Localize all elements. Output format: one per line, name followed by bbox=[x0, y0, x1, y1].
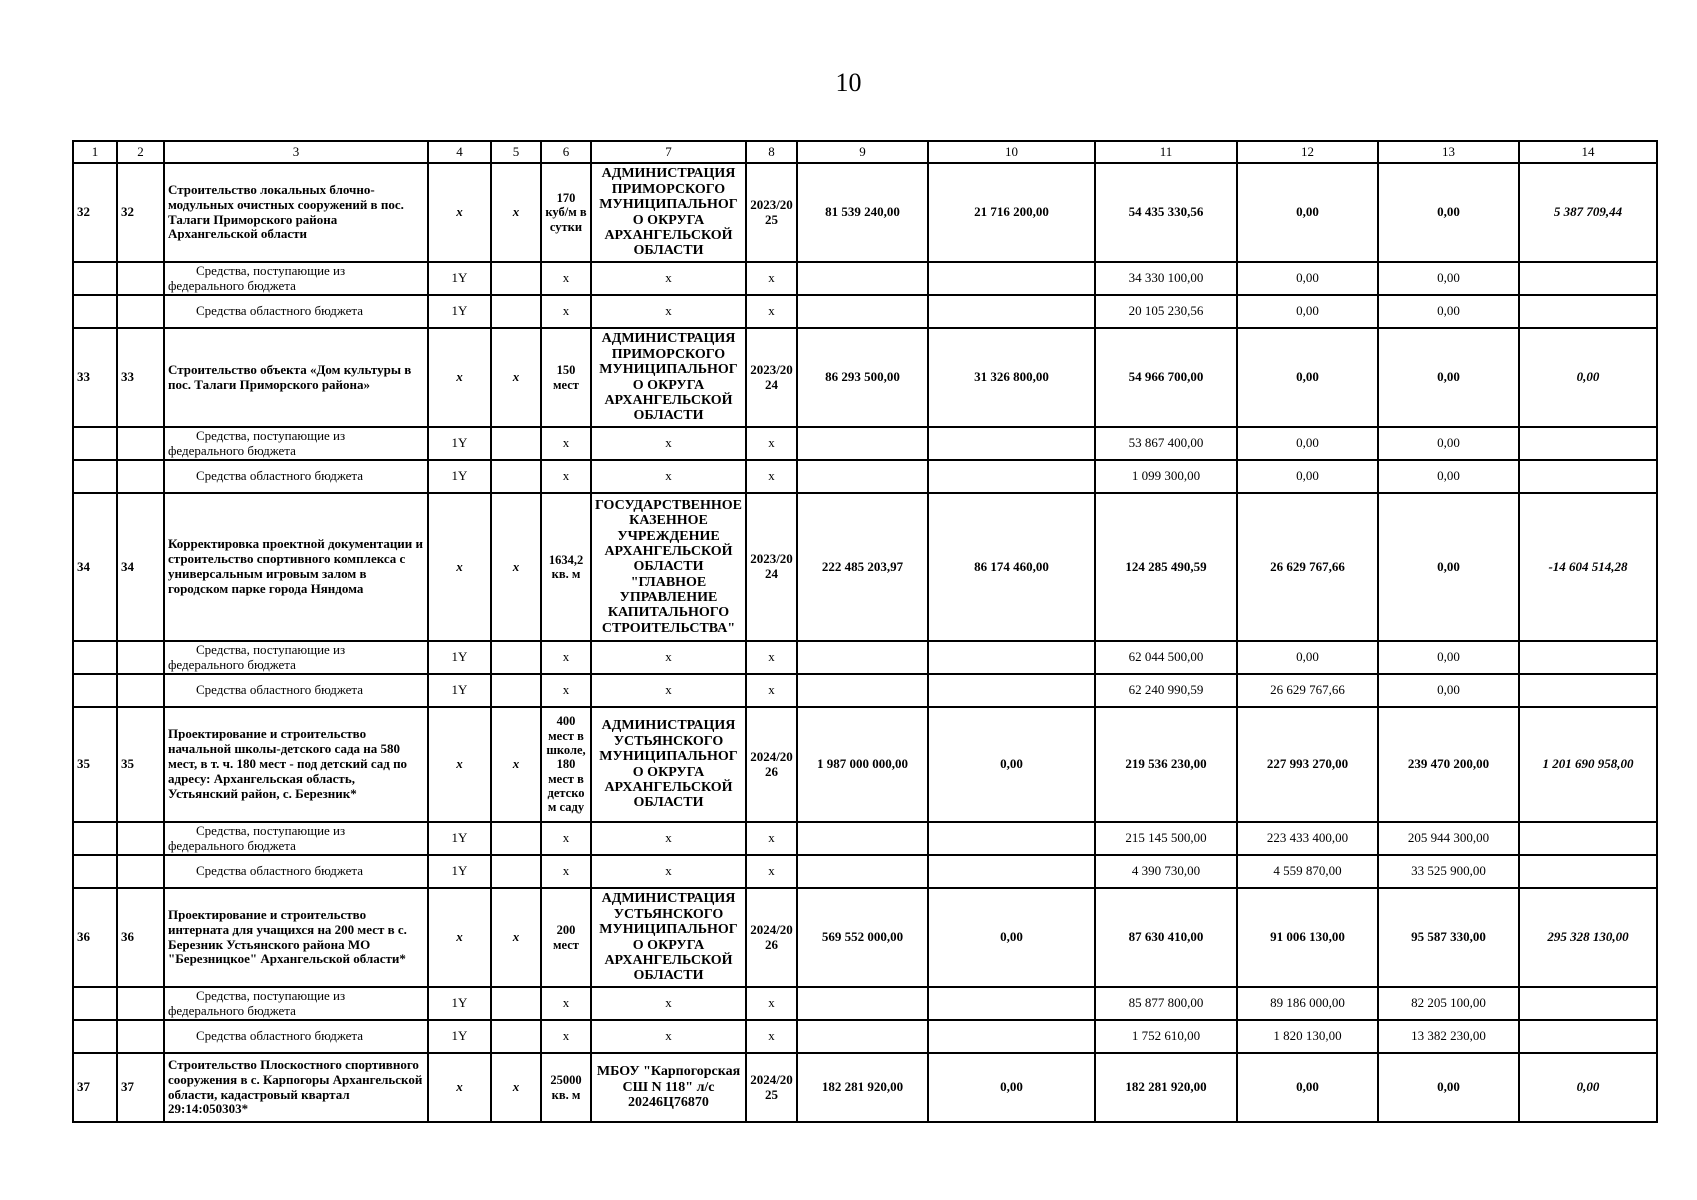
funding-row-regional bbox=[73, 295, 1657, 328]
cell-c8: x bbox=[746, 674, 797, 707]
cell-c12: 0,00 bbox=[1237, 328, 1378, 427]
project-row bbox=[73, 707, 1657, 822]
cell-c4: x bbox=[428, 163, 491, 262]
project-name: Проектирование и строительство интерната для учащихся на 200 мест в с. Березник Устьянского района МО "Березницкое" Архангельской области* bbox=[164, 888, 428, 987]
cell-c4: 1Y bbox=[428, 641, 491, 674]
project-organization: ГОСУДАРСТВЕННОЕ КАЗЕННОЕ УЧРЕЖДЕНИЕ АРХАНГЕЛЬСКОЙ ОБЛАСТИ "ГЛАВНОЕ УПРАВЛЕНИЕ КАПИТАЛЬНОГО СТРОИТЕЛЬСТВА" bbox=[591, 493, 746, 641]
col-header-2: 2 bbox=[117, 141, 164, 163]
cell-c4: x bbox=[428, 707, 491, 822]
cell-c4: 1Y bbox=[428, 822, 491, 855]
cell-c12: 0,00 bbox=[1237, 163, 1378, 262]
project-row bbox=[73, 888, 1657, 987]
cell-c12: 0,00 bbox=[1237, 1053, 1378, 1122]
cell-c11: 219 536 230,00 bbox=[1095, 707, 1237, 822]
col-header-11: 11 bbox=[1095, 141, 1237, 163]
cell-c4: 1Y bbox=[428, 460, 491, 493]
cell-c14: 5 387 709,44 bbox=[1519, 163, 1657, 262]
cell-c10: 0,00 bbox=[928, 888, 1095, 987]
project-capacity: 1634,2 кв. м bbox=[541, 493, 591, 641]
cell-c12: 0,00 bbox=[1237, 460, 1378, 493]
project-name: Строительство объекта «Дом культуры в пос. Талаги Приморского района» bbox=[164, 328, 428, 427]
project-row bbox=[73, 328, 1657, 427]
row-number: 32 bbox=[73, 163, 117, 262]
project-row bbox=[73, 493, 1657, 641]
page-number: 10 bbox=[835, 68, 862, 97]
total-cost: 1 987 000 000,00 bbox=[797, 707, 928, 822]
cell-c13: 0,00 bbox=[1378, 493, 1519, 641]
cell-c11: 215 145 500,00 bbox=[1095, 822, 1237, 855]
project-period: 2023/2024 bbox=[746, 328, 797, 427]
cell-c13: 0,00 bbox=[1378, 295, 1519, 328]
cell-c13: 205 944 300,00 bbox=[1378, 822, 1519, 855]
cell-c8: x bbox=[746, 295, 797, 328]
cell-c12: 223 433 400,00 bbox=[1237, 822, 1378, 855]
cell-c12: 0,00 bbox=[1237, 641, 1378, 674]
total-cost: 86 293 500,00 bbox=[797, 328, 928, 427]
row-number-2: 36 bbox=[117, 888, 164, 987]
row-number-2: 35 bbox=[117, 707, 164, 822]
col-header-8: 8 bbox=[746, 141, 797, 163]
cell-c4: 1Y bbox=[428, 262, 491, 295]
cell-c6: x bbox=[541, 1020, 591, 1053]
col-header-12: 12 bbox=[1237, 141, 1378, 163]
cell-c12: 4 559 870,00 bbox=[1237, 855, 1378, 888]
cell-c11: 54 966 700,00 bbox=[1095, 328, 1237, 427]
cell-c11: 62 240 990,59 bbox=[1095, 674, 1237, 707]
cell-c13: 95 587 330,00 bbox=[1378, 888, 1519, 987]
cell-c8: x bbox=[746, 987, 797, 1020]
cell-c7: x bbox=[591, 1020, 746, 1053]
cell-c11: 87 630 410,00 bbox=[1095, 888, 1237, 987]
cell-c7: x bbox=[591, 987, 746, 1020]
cell-c10: 86 174 460,00 bbox=[928, 493, 1095, 641]
cell-c5: x bbox=[491, 707, 541, 822]
cell-c14: 1 201 690 958,00 bbox=[1519, 707, 1657, 822]
cell-c11: 182 281 920,00 bbox=[1095, 1053, 1237, 1122]
cell-c4: 1Y bbox=[428, 1020, 491, 1053]
cell-c13: 0,00 bbox=[1378, 427, 1519, 460]
cell-c13: 0,00 bbox=[1378, 262, 1519, 295]
row-number-2: 34 bbox=[117, 493, 164, 641]
cell-c11: 34 330 100,00 bbox=[1095, 262, 1237, 295]
project-capacity: 170 куб/м в сутки bbox=[541, 163, 591, 262]
cell-c12: 0,00 bbox=[1237, 427, 1378, 460]
cell-c8: x bbox=[746, 822, 797, 855]
funding-label: Средства, поступающие из федерального бюджета bbox=[164, 987, 428, 1020]
cell-c7: x bbox=[591, 427, 746, 460]
column-number-header bbox=[73, 141, 1657, 163]
col-header-5: 5 bbox=[491, 141, 541, 163]
project-period: 2024/2026 bbox=[746, 707, 797, 822]
cell-c6: x bbox=[541, 262, 591, 295]
cell-c12: 91 006 130,00 bbox=[1237, 888, 1378, 987]
cell-c4: x bbox=[428, 888, 491, 987]
cell-c5: x bbox=[491, 163, 541, 262]
funding-label: Средства, поступающие из федерального бюджета bbox=[164, 822, 428, 855]
project-name: Проектирование и строительство начальной школы-детского сада на 580 мест, в т. ч. 180 мест - под детский сад по адресу: Архангельская область, Устьянский район, с. Березник* bbox=[164, 707, 428, 822]
row-number: 37 bbox=[73, 1053, 117, 1122]
cell-c4: 1Y bbox=[428, 987, 491, 1020]
project-capacity: 150 мест bbox=[541, 328, 591, 427]
cell-c12: 0,00 bbox=[1237, 295, 1378, 328]
row-number: 35 bbox=[73, 707, 117, 822]
funding-row-regional bbox=[73, 460, 1657, 493]
total-cost: 182 281 920,00 bbox=[797, 1053, 928, 1122]
cell-c12: 227 993 270,00 bbox=[1237, 707, 1378, 822]
cell-c11: 124 285 490,59 bbox=[1095, 493, 1237, 641]
funding-row-federal bbox=[73, 822, 1657, 855]
cell-c8: x bbox=[746, 641, 797, 674]
project-name: Строительство локальных блочно-модульных очистных сооружений в пос. Талаги Приморского района Архангельской области bbox=[164, 163, 428, 262]
col-header-4: 4 bbox=[428, 141, 491, 163]
funding-label: Средства, поступающие из федерального бюджета bbox=[164, 427, 428, 460]
funding-label: Средства, поступающие из федерального бюджета bbox=[164, 641, 428, 674]
row-number-2: 32 bbox=[117, 163, 164, 262]
cell-c13: 82 205 100,00 bbox=[1378, 987, 1519, 1020]
cell-c7: x bbox=[591, 855, 746, 888]
project-name: Строительство Плоскостного спортивного сооружения в с. Карпогоры Архангельской области, кадастровый квартал 29:14:050303* bbox=[164, 1053, 428, 1122]
project-capacity: 25000 кв. м bbox=[541, 1053, 591, 1122]
cell-c11: 85 877 800,00 bbox=[1095, 987, 1237, 1020]
cell-c13: 0,00 bbox=[1378, 674, 1519, 707]
funding-label: Средства областного бюджета bbox=[164, 674, 428, 707]
project-name: Корректировка проектной документации и строительство спортивного комплекса с универсальным игровым залом в городском парке города Няндома bbox=[164, 493, 428, 641]
cell-c6: x bbox=[541, 641, 591, 674]
row-number: 34 bbox=[73, 493, 117, 641]
funding-label: Средства областного бюджета bbox=[164, 460, 428, 493]
project-organization: АДМИНИСТРАЦИЯ УСТЬЯНСКОГО МУНИЦИПАЛЬНОГО ОКРУГА АРХАНГЕЛЬСКОЙ ОБЛАСТИ bbox=[591, 888, 746, 987]
cell-c12: 26 629 767,66 bbox=[1237, 493, 1378, 641]
cell-c12: 26 629 767,66 bbox=[1237, 674, 1378, 707]
row-number-2: 33 bbox=[117, 328, 164, 427]
cell-c4: x bbox=[428, 328, 491, 427]
total-cost: 569 552 000,00 bbox=[797, 888, 928, 987]
row-number: 36 bbox=[73, 888, 117, 987]
cell-c11: 62 044 500,00 bbox=[1095, 641, 1237, 674]
cell-c8: x bbox=[746, 460, 797, 493]
cell-c4: 1Y bbox=[428, 855, 491, 888]
project-period: 2023/2025 bbox=[746, 163, 797, 262]
cell-c14: 295 328 130,00 bbox=[1519, 888, 1657, 987]
cell-c11: 54 435 330,56 bbox=[1095, 163, 1237, 262]
cell-c7: x bbox=[591, 674, 746, 707]
cell-c5: x bbox=[491, 888, 541, 987]
funding-label: Средства областного бюджета bbox=[164, 855, 428, 888]
cell-c4: x bbox=[428, 493, 491, 641]
cell-c8: x bbox=[746, 427, 797, 460]
cell-c13: 33 525 900,00 bbox=[1378, 855, 1519, 888]
cell-c11: 4 390 730,00 bbox=[1095, 855, 1237, 888]
cell-c13: 0,00 bbox=[1378, 163, 1519, 262]
cell-c6: x bbox=[541, 460, 591, 493]
cell-c4: 1Y bbox=[428, 295, 491, 328]
funding-label: Средства, поступающие из федерального бюджета bbox=[164, 262, 428, 295]
cell-c13: 13 382 230,00 bbox=[1378, 1020, 1519, 1053]
cell-c7: x bbox=[591, 295, 746, 328]
cell-c5: x bbox=[491, 1053, 541, 1122]
col-header-9: 9 bbox=[797, 141, 928, 163]
funding-row-federal bbox=[73, 641, 1657, 674]
project-row bbox=[73, 163, 1657, 262]
cell-c7: x bbox=[591, 262, 746, 295]
cell-c13: 0,00 bbox=[1378, 641, 1519, 674]
project-capacity: 400 мест в школе, 180 мест в детском саду bbox=[541, 707, 591, 822]
col-header-3: 3 bbox=[164, 141, 428, 163]
cell-c6: x bbox=[541, 295, 591, 328]
col-header-7: 7 bbox=[591, 141, 746, 163]
cell-c10: 0,00 bbox=[928, 1053, 1095, 1122]
cell-c5: x bbox=[491, 328, 541, 427]
cell-c5: x bbox=[491, 493, 541, 641]
cell-c8: x bbox=[746, 262, 797, 295]
row-number: 33 bbox=[73, 328, 117, 427]
project-organization: АДМИНИСТРАЦИЯ УСТЬЯНСКОГО МУНИЦИПАЛЬНОГО ОКРУГА АРХАНГЕЛЬСКОЙ ОБЛАСТИ bbox=[591, 707, 746, 822]
funding-row-regional bbox=[73, 674, 1657, 707]
cell-c6: x bbox=[541, 822, 591, 855]
col-header-14: 14 bbox=[1519, 141, 1657, 163]
cell-c12: 89 186 000,00 bbox=[1237, 987, 1378, 1020]
cell-c11: 20 105 230,56 bbox=[1095, 295, 1237, 328]
col-header-1: 1 bbox=[73, 141, 117, 163]
cell-c11: 53 867 400,00 bbox=[1095, 427, 1237, 460]
cell-c12: 1 820 130,00 bbox=[1237, 1020, 1378, 1053]
cell-c4: x bbox=[428, 1053, 491, 1122]
investment-table bbox=[72, 140, 1658, 1123]
cell-c12: 0,00 bbox=[1237, 262, 1378, 295]
cell-c10: 21 716 200,00 bbox=[928, 163, 1095, 262]
project-organization: АДМИНИСТРАЦИЯ ПРИМОРСКОГО МУНИЦИПАЛЬНОГО ОКРУГА АРХАНГЕЛЬСКОЙ ОБЛАСТИ bbox=[591, 163, 746, 262]
cell-c14: 0,00 bbox=[1519, 328, 1657, 427]
cell-c6: x bbox=[541, 674, 591, 707]
cell-c7: x bbox=[591, 641, 746, 674]
project-period: 2024/2026 bbox=[746, 888, 797, 987]
cell-c10: 0,00 bbox=[928, 707, 1095, 822]
cell-c14: -14 604 514,28 bbox=[1519, 493, 1657, 641]
project-organization: АДМИНИСТРАЦИЯ ПРИМОРСКОГО МУНИЦИПАЛЬНОГО ОКРУГА АРХАНГЕЛЬСКОЙ ОБЛАСТИ bbox=[591, 328, 746, 427]
col-header-6: 6 bbox=[541, 141, 591, 163]
col-header-13: 13 bbox=[1378, 141, 1519, 163]
funding-row-regional bbox=[73, 1020, 1657, 1053]
cell-c13: 0,00 bbox=[1378, 1053, 1519, 1122]
funding-row-federal bbox=[73, 262, 1657, 295]
cell-c10: 31 326 800,00 bbox=[928, 328, 1095, 427]
project-period: 2024/2025 bbox=[746, 1053, 797, 1122]
cell-c7: x bbox=[591, 822, 746, 855]
row-number-2: 37 bbox=[117, 1053, 164, 1122]
project-capacity: 200 мест bbox=[541, 888, 591, 987]
cell-c7: x bbox=[591, 460, 746, 493]
cell-c13: 239 470 200,00 bbox=[1378, 707, 1519, 822]
cell-c6: x bbox=[541, 987, 591, 1020]
project-organization: МБОУ "Карпогорская СШ N 118" л/с 20246Ц76870 bbox=[591, 1053, 746, 1122]
cell-c6: x bbox=[541, 855, 591, 888]
cell-c11: 1 099 300,00 bbox=[1095, 460, 1237, 493]
col-header-10: 10 bbox=[928, 141, 1095, 163]
project-period: 2023/2024 bbox=[746, 493, 797, 641]
funding-row-federal bbox=[73, 987, 1657, 1020]
funding-label: Средства областного бюджета bbox=[164, 1020, 428, 1053]
cell-c4: 1Y bbox=[428, 674, 491, 707]
cell-c6: x bbox=[541, 427, 591, 460]
cell-c4: 1Y bbox=[428, 427, 491, 460]
cell-c8: x bbox=[746, 855, 797, 888]
funding-row-federal bbox=[73, 427, 1657, 460]
cell-c13: 0,00 bbox=[1378, 328, 1519, 427]
cell-c11: 1 752 610,00 bbox=[1095, 1020, 1237, 1053]
cell-c8: x bbox=[746, 1020, 797, 1053]
funding-label: Средства областного бюджета bbox=[164, 295, 428, 328]
total-cost: 81 539 240,00 bbox=[797, 163, 928, 262]
cell-c14: 0,00 bbox=[1519, 1053, 1657, 1122]
cell-c13: 0,00 bbox=[1378, 460, 1519, 493]
funding-row-regional bbox=[73, 855, 1657, 888]
project-row bbox=[73, 1053, 1657, 1122]
total-cost: 222 485 203,97 bbox=[797, 493, 928, 641]
